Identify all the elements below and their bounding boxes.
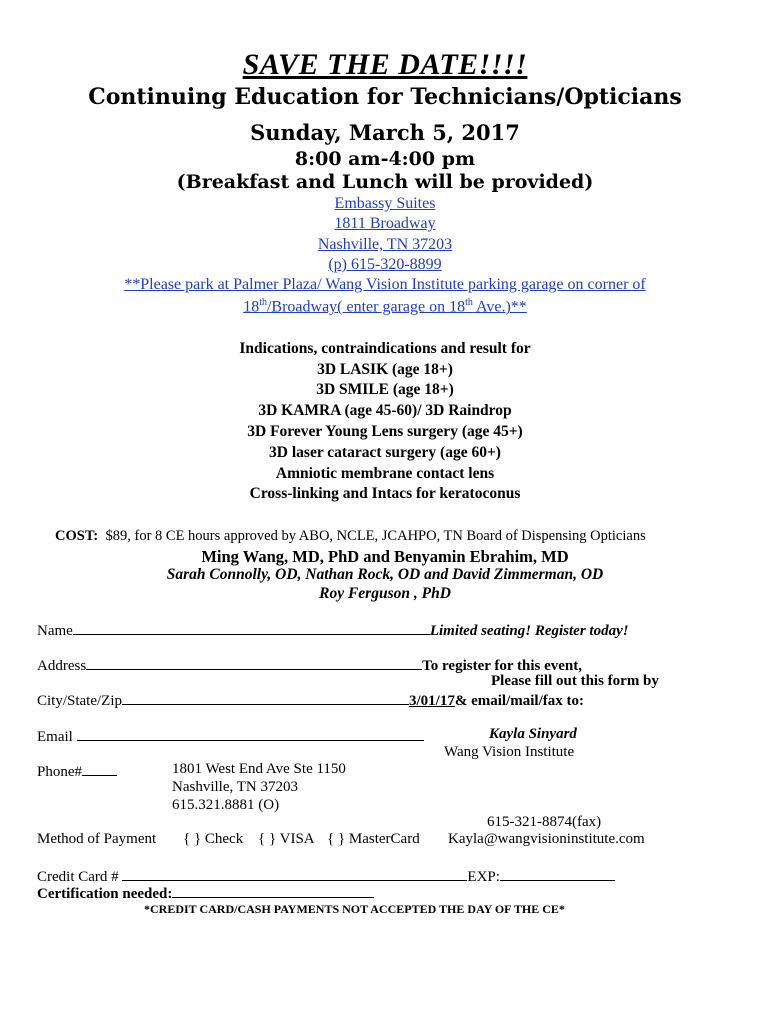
phone-field[interactable]	[82, 761, 117, 776]
parking-mid: /Broadway( enter garage on 18	[266, 298, 466, 316]
credit-card-field[interactable]	[122, 866, 467, 881]
deadline-date: 3/01/17	[409, 693, 455, 709]
page-title: SAVE THE DATE!!!!	[242, 48, 528, 81]
payment-footer-note: *CREDIT CARD/CASH PAYMENTS NOT ACCEPTED THE DAY OF THE CE*	[144, 902, 565, 916]
topic-item: 3D Forever Young Lens surgery (age 45+)	[247, 423, 523, 440]
contact-email: Kayla@wangvisioninstitute.com	[448, 831, 645, 847]
speakers-last: Roy Ferguson , PhD	[319, 585, 451, 602]
parking-th-a: th	[259, 297, 267, 308]
cost-label: COST:	[55, 528, 99, 544]
speakers-others: Sarah Connolly, OD, Nathan Rock, OD and David Zimmerman, OD	[166, 566, 604, 583]
payment-check-option[interactable]: { } Check	[183, 831, 244, 847]
event-time: 8:00 am-4:00 pm	[294, 148, 476, 170]
address-row	[37, 655, 582, 675]
topic-item: Amniotic membrane contact lens	[275, 465, 495, 482]
exp-field[interactable]	[500, 866, 615, 881]
name-label: Name	[37, 623, 73, 639]
venue-city-link[interactable]: Nashville, TN 37203	[317, 236, 453, 253]
city-label: City/State/Zip	[37, 693, 122, 709]
payment-label: Method of Payment	[37, 831, 157, 847]
parking-note-line1[interactable]: **Please park at Palmer Plaza/ Wang Vision Institute parking garage on corner of	[124, 276, 646, 293]
payment-visa-option[interactable]: { } VISA	[258, 831, 315, 847]
credit-card-label: Credit Card #	[37, 869, 119, 885]
speakers-main: Ming Wang, MD, PhD and Benyamin Ebrahim, MD	[201, 547, 569, 566]
deadline-rest: & email/mail/fax to:	[454, 693, 584, 709]
certification-field[interactable]	[172, 883, 374, 898]
institute-name: Wang Vision Institute	[444, 744, 575, 760]
certification-label: Certification needed:	[37, 886, 173, 902]
register-note: To register for this event,	[422, 658, 583, 674]
topic-item: 3D LASIK (age 18+)	[317, 361, 453, 378]
certification-row	[37, 883, 374, 903]
venue-name-link[interactable]: Embassy Suites	[334, 195, 436, 212]
email-label: Email	[37, 729, 73, 745]
fax-number: 615-321-8874(fax)	[487, 814, 602, 830]
page-subtitle: Continuing Education for Technicians/Opticians	[88, 84, 682, 110]
topic-item: 3D laser cataract surgery (age 60+)	[269, 444, 501, 461]
mail-address-line1: 1801 West End Ave Ste 1150	[172, 761, 346, 777]
venue-phone-link[interactable]: (p) 615-320-8899	[328, 256, 442, 273]
name-field[interactable]	[73, 620, 430, 635]
topics-intro: Indications, contraindications and result for	[239, 340, 531, 357]
parking-end: Ave.)**	[472, 298, 527, 316]
city-row	[37, 690, 584, 710]
mail-address-line2: Nashville, TN 37203	[172, 779, 298, 795]
city-field[interactable]	[122, 690, 409, 705]
address-field[interactable]	[86, 655, 422, 670]
topic-item: Cross-linking and Intacs for keratoconus	[249, 485, 521, 502]
venue-street-link[interactable]: 1811 Broadway	[334, 215, 436, 232]
name-row	[37, 620, 629, 640]
parking-18a: 18	[243, 298, 260, 316]
parking-th-b: th	[465, 297, 473, 308]
email-field[interactable]	[77, 726, 424, 741]
phone-label: Phone#	[37, 764, 82, 780]
email-row	[37, 726, 424, 746]
address-label: Address	[37, 658, 87, 674]
topic-item: 3D SMILE (age 18+)	[316, 381, 454, 398]
topic-item: 3D KAMRA (age 45-60)/ 3D Raindrop	[258, 402, 512, 419]
exp-label: EXP:	[467, 869, 500, 885]
meals-note: (Breakfast and Lunch will be provided)	[176, 171, 594, 193]
event-date: Sunday, March 5, 2017	[250, 120, 520, 145]
fill-out-note: Please fill out this form by	[491, 673, 659, 689]
parking-note-line2[interactable]	[0, 297, 770, 316]
phone-row	[37, 761, 117, 781]
cost-line	[55, 528, 646, 545]
contact-name: Kayla Sinyard	[489, 726, 577, 742]
office-phone: 615.321.8881 (O)	[172, 797, 280, 813]
cost-text: $89, for 8 CE hours approved by ABO, NCLE, JCAHPO, TN Board of Dispensing Opticians	[105, 528, 646, 544]
payment-mastercard-option[interactable]: { } MasterCard	[327, 831, 420, 847]
limited-seating-note: Limited seating! Register today!	[429, 623, 629, 639]
